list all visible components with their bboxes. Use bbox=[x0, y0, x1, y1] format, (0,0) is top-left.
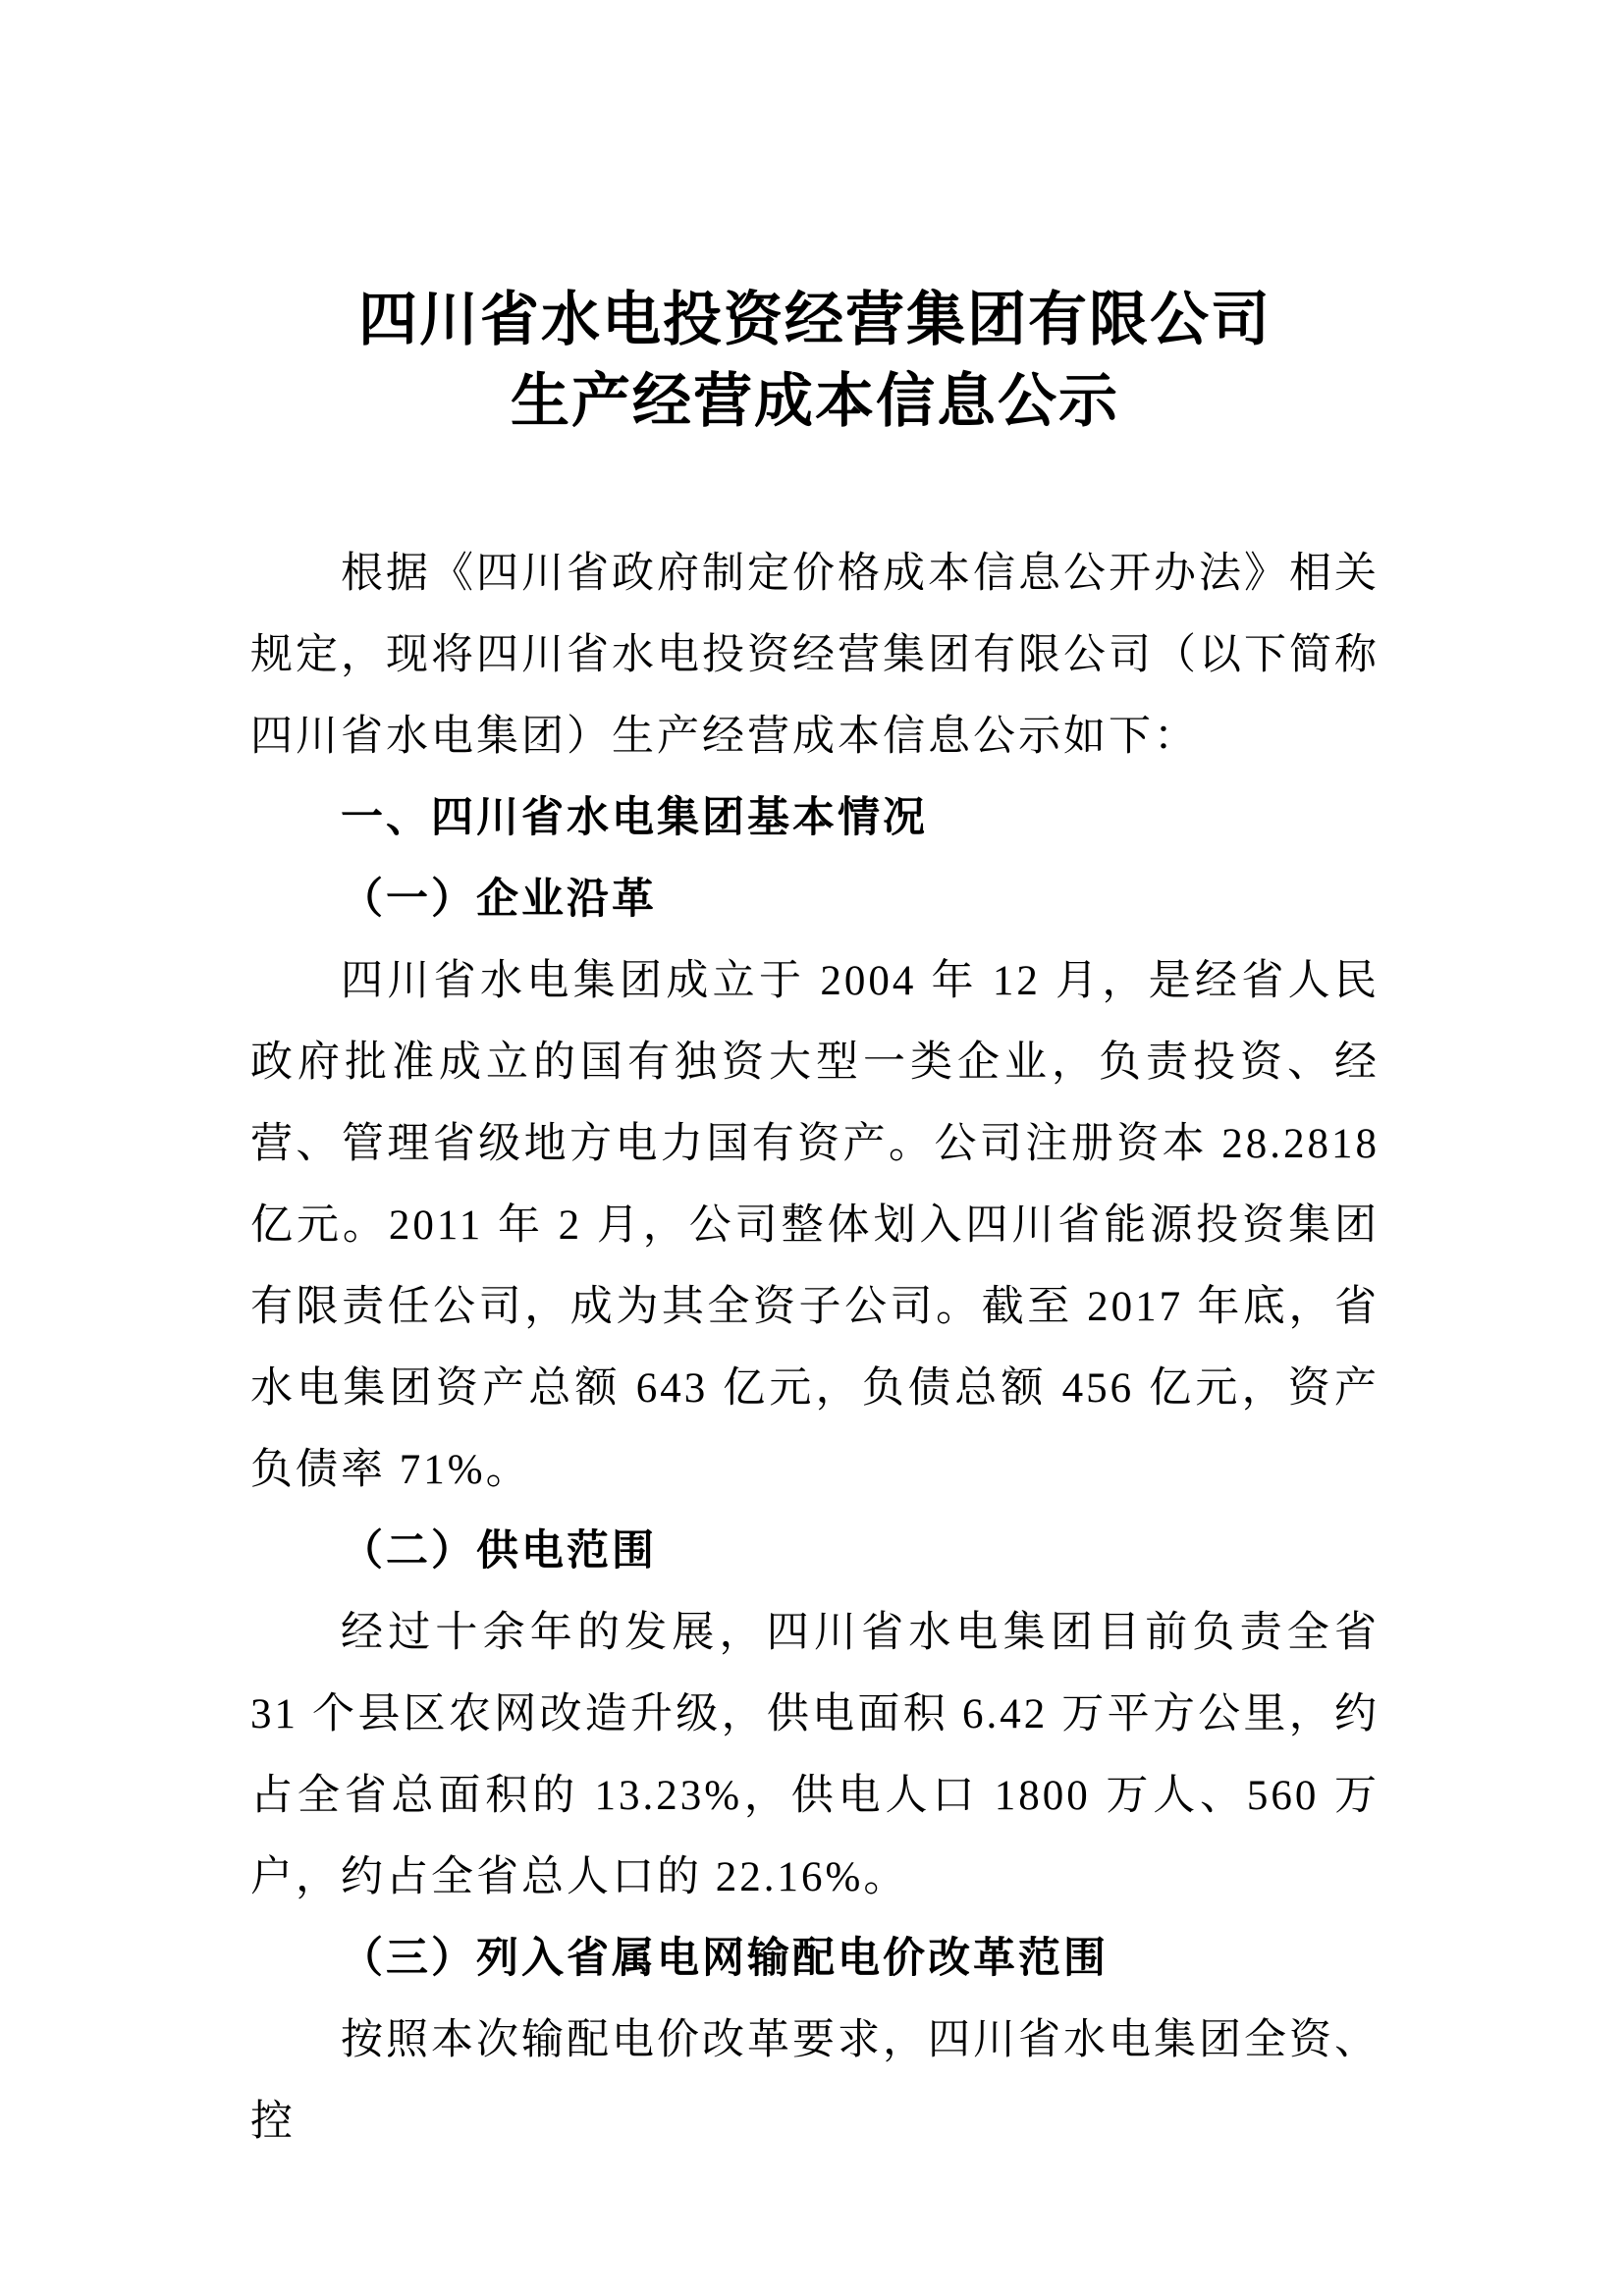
intro-paragraph: 根据《四川省政府制定价格成本信息公开办法》相关规定，现将四川省水电投资经营集团有限公司（以下简称四川省水电集团）生产经营成本信息公示如下： bbox=[250, 551, 1380, 760]
document-content bbox=[250, 280, 1380, 2163]
subsection-2-heading: （二）供电范围 bbox=[341, 1528, 657, 1575]
subsection-2-body: 经过十余年的发展，四川省水电集团目前负责全省 31 个县区农网改造升级，供电面积 6.42 万平方公里，约占全省总面积的 13.23%，供电人口 1800 万人、560 万户，约占全省总人口的 22.16%。 bbox=[250, 1610, 1380, 1900]
subsection-3-heading: （三）列入省属电网输配电价改革范围 bbox=[341, 1936, 1109, 1982]
section-1-heading: 一、四川省水电集团基本情况 bbox=[341, 794, 928, 841]
title-line-2: 生产经营成本信息公示 bbox=[511, 369, 1119, 434]
subsection-1-body: 四川省水电集团成立于 2004 年 12 月，是经省人民政府批准成立的国有独资大型一类企业，负责投资、经营、管理省级地方电力国有资产。公司注册资本 28.2818 亿元。2011 年 2 月，公司整体划入四川省能源投资集团有限责任公司，成为其全资子公司。截至 2017 年底，省水电集团资产总额 643 亿元，负债总额 456 亿元，资产负债率 71%。 bbox=[250, 958, 1380, 1493]
subsection-1-heading: （一）企业沿革 bbox=[341, 877, 657, 923]
title-line-1: 四川省水电投资经营集团有限公司 bbox=[358, 288, 1272, 352]
document-title bbox=[250, 280, 1380, 443]
document-body bbox=[250, 533, 1380, 2163]
subsection-3-body: 按照本次输配电价改革要求，四川省水电集团全资、控 bbox=[250, 2017, 1380, 2145]
